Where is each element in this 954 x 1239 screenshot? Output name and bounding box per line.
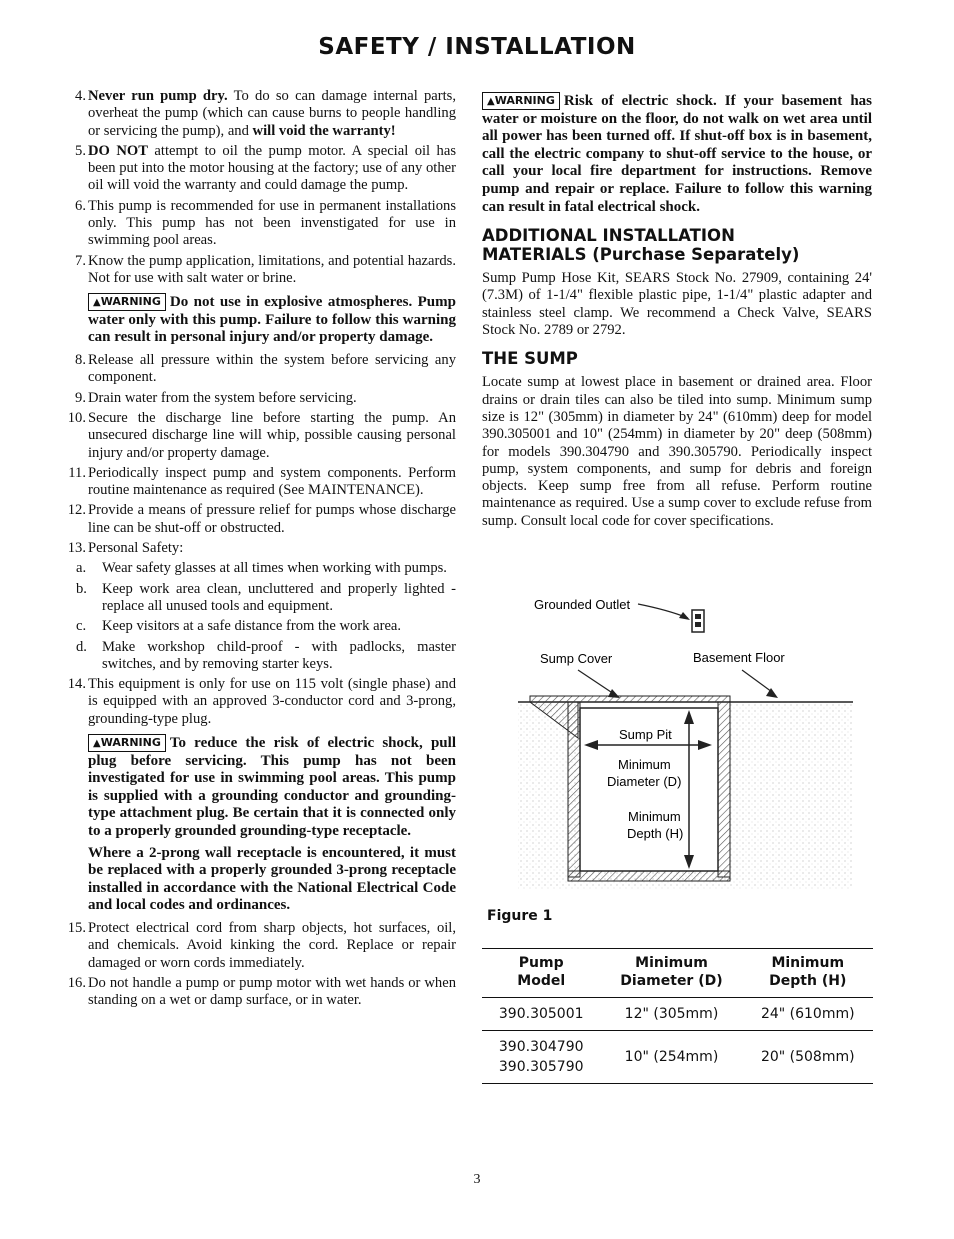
section-heading-line: MATERIALS (Purchase Separately)	[482, 245, 800, 265]
diameter-cell: 10" (254mm)	[600, 1031, 742, 1084]
min-diameter-label: Minimum	[618, 757, 671, 772]
item-text: Periodically inspect pump and system components. Perform routine maintenance as required (See MAINTENANCE).	[88, 464, 456, 499]
item-bold: Never run pump dry.	[88, 88, 228, 104]
sub-list-item	[66, 618, 456, 635]
basement-floor-label: Basement Floor	[693, 650, 785, 665]
column-header	[600, 949, 742, 998]
item-bold: will void the warranty!	[252, 122, 396, 139]
item-number: 12.	[67, 502, 86, 519]
model-cell	[482, 998, 600, 1031]
sub-item-letter: d.	[76, 638, 87, 655]
sub-item-letter: c.	[76, 618, 87, 635]
warning-triangle-icon: ▲	[93, 297, 101, 309]
list-item	[66, 975, 456, 1010]
warning-badge	[88, 293, 166, 311]
min-depth-label: Minimum	[628, 809, 681, 824]
item-text: To do so can damage internal parts, overheat the pump (which can cause burns to people handling or servicing the pump), and	[88, 88, 456, 139]
item-text: Protect electrical cord from sharp objects, hot surfaces, oil, and chemicals. Avoid kinking the cord. Replace or repair damaged or worn cords immediately.	[88, 919, 456, 971]
list-item	[66, 676, 456, 728]
sub-item-letter: a.	[76, 560, 87, 577]
model-number: 390.305790	[498, 1059, 584, 1075]
item-bold: DO NOT	[88, 142, 148, 159]
warning-text: Risk of electric shock. If your basement has water or moisture on the floor, do not walk on wet area until all power has been turned off. If shut-off box is in basement, call the electric company to shut-off service to the house, or call your local fire department for instructions. Remove pump and repair or replace. Failure to follow this warning can result in fatal electrical shock.	[482, 93, 872, 215]
depth-cell: 24" (610mm)	[743, 998, 873, 1031]
item-number: 11.	[68, 464, 86, 481]
grounded-outlet-label: Grounded Outlet	[534, 597, 631, 612]
item-text: This pump is recommended for use in permanent installations only. This pump has not been invenstigated for use in swimming pool areas.	[88, 197, 456, 249]
figure-label: Figure 1	[487, 908, 553, 924]
sump-paragraph: Locate sump at lowest place in basement or drained area. Floor drains or drain tiles can also be tiled into sump. Minimum sump size is 12" (305mm) in diameter by 24" (610mm) deep for model 390.305001 and 10" (254mm) in diameter by 20" deep (508mm) for models 390.304790 and 390.305790. Periodically inspect pump, system components, and sump for debris and foreign objects. Keep sump free from all refuse. Perform routine maintenance as required. Use a sump cover to exclude refuse from sump. Consult local code for cover specifications.	[482, 374, 872, 529]
item-number: 16.	[67, 974, 86, 991]
warning-badge-label: WARNING	[100, 295, 161, 309]
sub-list-item	[66, 560, 456, 577]
item-text: This equipment is only for use on 115 volt (single phase) and is equipped with an approved 3-conductor cord and 3-prong, grounding-type plug.	[88, 676, 456, 727]
list-item	[66, 253, 456, 288]
list-item	[66, 88, 456, 140]
section-heading-materials	[482, 226, 872, 264]
column-header	[482, 949, 600, 998]
item-text: Personal Safety:	[88, 540, 184, 557]
section-heading-sump: THE SUMP	[482, 349, 578, 369]
arrow-line	[742, 670, 772, 692]
outlet-icon	[692, 610, 704, 632]
sump-cover	[530, 696, 730, 702]
sump-size-table	[482, 948, 873, 1084]
min-depth-label: Depth (H)	[627, 826, 684, 841]
item-number: 13.	[67, 540, 86, 557]
sub-list-item	[66, 581, 456, 616]
pit-wall-right	[718, 702, 730, 877]
page-number: 3	[473, 1172, 481, 1187]
list-item	[66, 198, 456, 250]
warning-text-continued: Where a 2-prong wall receptacle is encountered, it must be replaced with a properly grounded 3-prong receptacle installed in accordance with the National Electrical Code and local codes and ordinances.	[88, 844, 456, 914]
sub-item-text: Wear safety glasses at all times when working with pumps.	[102, 560, 447, 577]
item-number: 15.	[67, 919, 86, 936]
sub-item-letter: b.	[76, 580, 87, 597]
min-diameter-label: Diameter (D)	[607, 774, 682, 789]
item-text: Provide a means of pressure relief for pumps whose discharge line can be shut-off or obstructed.	[88, 502, 456, 536]
materials-paragraph: Sump Pump Hose Kit, SEARS Stock No. 27909, containing 24' (7.3M) of 1-1/4" flexible plastic pipe, 1-1/4" plastic adapter and stainless steel clamp. We recommend a Check Valve, SEARS Stock No. 2789 or 2792.	[482, 270, 872, 339]
warning-triangle-icon: ▲	[93, 737, 101, 749]
item-text: Drain water from the system before servicing.	[88, 389, 357, 406]
item-text: Do not handle a pump or pump motor with wet hands or when standing on a wet or damp surface, or in water.	[88, 974, 456, 1009]
warning-badge	[482, 92, 560, 110]
list-item	[66, 920, 456, 972]
sump-pit-label: Sump Pit	[619, 727, 672, 742]
section-heading-line: ADDITIONAL INSTALLATION	[482, 226, 735, 246]
model-number: 390.304790	[498, 1039, 584, 1055]
depth-cell: 20" (508mm)	[743, 1031, 873, 1084]
table-row	[482, 1031, 873, 1084]
page-title: SAFETY / INSTALLATION	[318, 34, 636, 60]
arrow-head	[679, 612, 690, 620]
pit-wall-left	[568, 702, 580, 877]
item-text: attempt to oil the pump motor. A special oil has been put into the motor housing at the factory; use of any other oil will void the warranty and could damage the pump.	[88, 142, 456, 194]
sub-list-item	[66, 639, 456, 674]
header-line: Pump	[518, 955, 564, 971]
warning-badge-label: WARNING	[494, 94, 555, 107]
sump-cover-label: Sump Cover	[540, 651, 613, 666]
item-number: 4.	[75, 88, 86, 104]
item-number: 8.	[75, 352, 86, 369]
table-header-row	[482, 949, 873, 998]
header-line: Minimum	[635, 955, 708, 971]
arrow-head	[608, 689, 620, 698]
sub-item-text: Keep visitors at a safe distance from the work area.	[102, 618, 402, 635]
sub-item-text: Keep work area clean, uncluttered and properly lighted - replace all unused tools and equipment.	[102, 580, 456, 614]
header-line: Model	[517, 973, 566, 989]
warning-block	[88, 734, 456, 915]
list-item	[66, 143, 456, 195]
warning-badge	[88, 734, 166, 752]
warning-text: To reduce the risk of electric shock, pull plug before servicing. This pump has not been investigated for use in swimming pool areas. This pump is supplied with a grounding conductor and grounding-type attachment plug. Be certain that it is connected only to a properly grounded grounding-type receptacle.	[88, 734, 456, 839]
item-number: 7.	[75, 252, 86, 269]
model-cell	[482, 1031, 600, 1084]
sub-item-text: Make workshop child-proof - with padlocks, master switches, and by removing starter keys.	[102, 638, 456, 672]
header-line: Minimum	[771, 955, 845, 971]
warning-block	[482, 92, 872, 216]
item-number: 14.	[67, 676, 86, 693]
item-number: 6.	[75, 197, 86, 214]
warning-triangle-icon: ▲	[487, 96, 495, 107]
arrow-line	[578, 670, 614, 694]
warning-block	[88, 293, 456, 347]
list-item	[66, 410, 456, 462]
table-row	[482, 998, 873, 1031]
list-item	[66, 502, 456, 537]
pit-floor	[568, 871, 730, 881]
left-column	[66, 88, 456, 1012]
list-item	[66, 540, 456, 557]
right-column	[482, 92, 872, 538]
item-text: Know the pump application, limitations, and potential hazards. Not for use with salt water or brine.	[88, 252, 456, 286]
item-number: 10.	[67, 409, 86, 426]
item-number: 5.	[75, 142, 86, 159]
list-item	[66, 352, 456, 387]
header-line: Diameter (D)	[620, 973, 723, 989]
list-item	[66, 465, 456, 500]
model-number: 390.305001	[498, 1006, 584, 1022]
list-item	[66, 390, 456, 407]
header-line: Depth (H)	[769, 973, 847, 989]
warning-text: Do not use in explosive atmospheres. Pump water only with this pump. Failure to follow this warning can result in personal injury and/or property damage.	[88, 294, 456, 346]
column-header	[743, 949, 873, 998]
warning-badge-label: WARNING	[100, 735, 161, 749]
diameter-cell: 12" (305mm)	[600, 998, 742, 1031]
sump-diagram	[508, 590, 868, 890]
item-number: 9.	[75, 389, 86, 406]
item-text: Secure the discharge line before starting the pump. An unsecured discharge line will whip, possible causing personal injury and/or property damage.	[88, 409, 456, 461]
item-text: Release all pressure within the system before servicing any component.	[88, 352, 456, 386]
